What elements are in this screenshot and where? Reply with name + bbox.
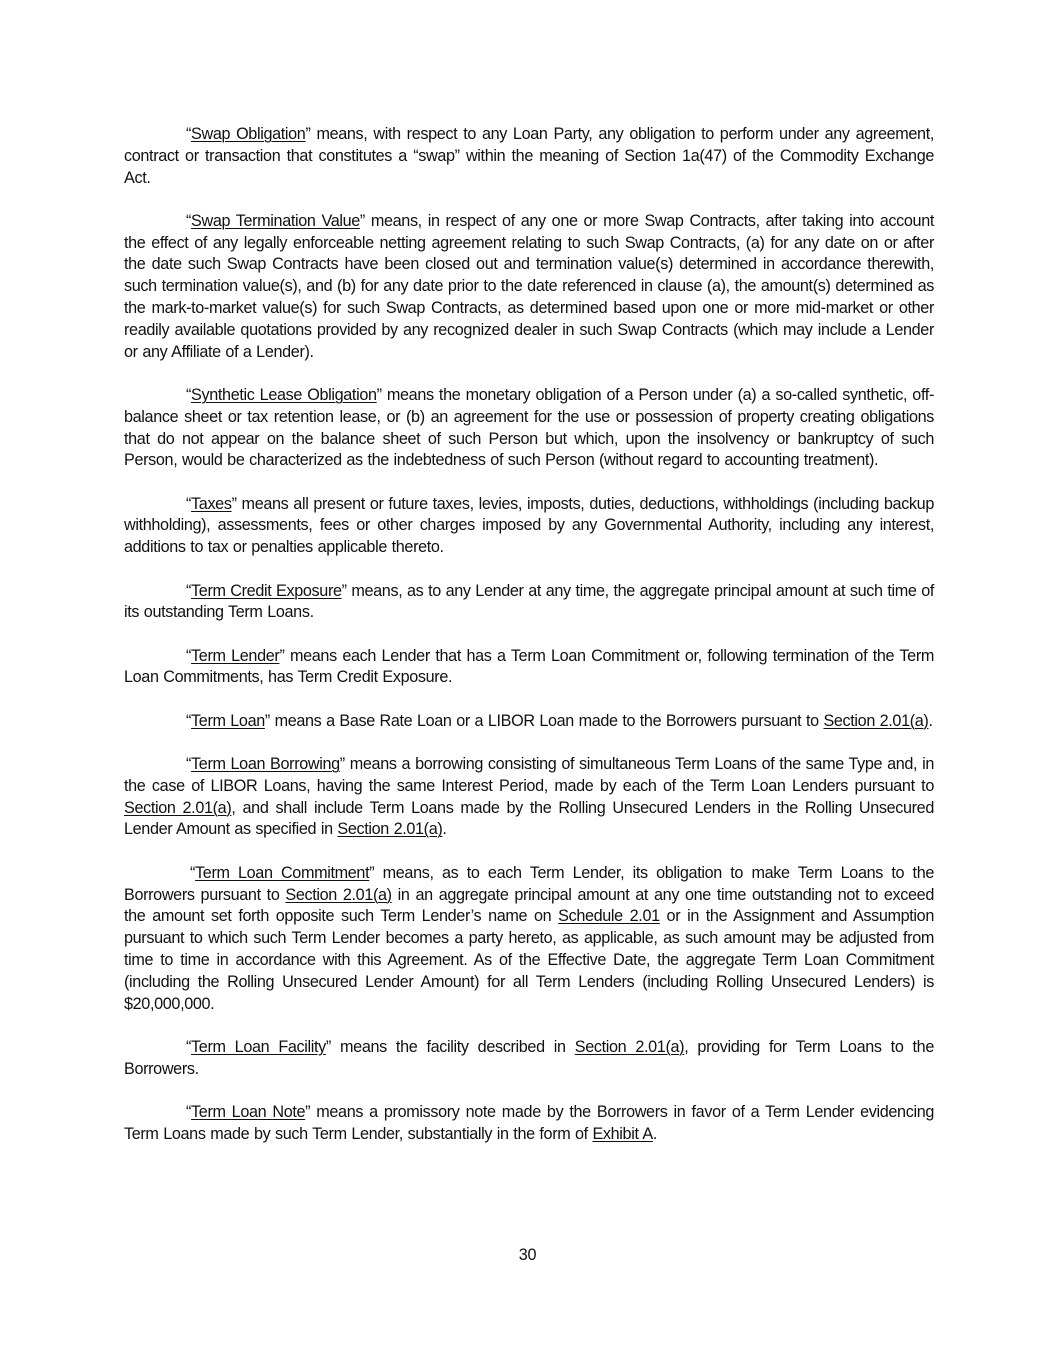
definition-term-credit-exposure [124,581,934,625]
open-quote: “ [186,646,192,665]
defined-term: Term Credit Exposure [191,581,342,600]
definition-swap-termination-value [124,211,934,364]
definition-synthetic-lease-obligation [124,385,934,472]
definition-text: means each Lender that has a Term Loan Commitment or, following termination of the Term Loan Commitments, has Term Credit Exposure. [124,646,934,687]
defined-term: Term Lender [191,646,280,665]
section-reference: Section 2.01(a) [574,1037,685,1056]
definition-term-loan-facility [124,1037,934,1081]
defined-term: Swap Termination Value [191,211,360,230]
close-quote: ” [325,1037,331,1056]
close-quote: ” [264,711,270,730]
defined-term: Term Loan Facility [191,1037,326,1056]
defined-term: Term Loan [191,711,265,730]
exhibit-reference: Exhibit A [592,1124,653,1143]
defined-term: Term Loan Commitment [195,863,370,882]
defined-term: Swap Obligation [191,125,306,143]
definition-text: or in the Assignment and Assumption pursuant to which such Term Lender becomes a party hereto, as applicable, as such amount may be adjusted from time to time in accordance with this Agreement. As of the Effective Date, the aggregate Term Loan Commitment (including the Rolling Unsecured Lender Amount) for all Term Lenders (including Rolling Unsecured Lenders) is $20,000,000. [124,907,934,1013]
section-reference: Section 2.01(a) [124,798,232,817]
definition-text: , providing for Term Loans to the Borrowers. [124,1037,934,1078]
close-quote: ” [279,646,285,665]
definition-taxes [124,494,934,559]
definition-term-lender [124,646,934,690]
close-quote: ” [376,385,382,404]
close-quote: ” [369,863,375,882]
defined-term: Term Loan Note [191,1102,306,1121]
schedule-reference: Schedule 2.01 [558,907,660,926]
close-quote: ” [305,125,311,143]
open-quote: “ [190,863,196,882]
close-quote: ” [305,1102,311,1121]
section-reference: Section 2.01(a) [285,885,392,904]
defined-term: Term Loan Borrowing [191,755,340,774]
close-quote: ” [341,581,347,600]
open-quote: “ [186,1037,192,1056]
document-page [124,124,934,1167]
close-quote: ” [359,211,365,230]
close-quote: ” [231,494,237,513]
definition-text: means, in respect of any one or more Swap Contracts, after taking into account the effect of any legally enforceable netting agreement relating to such Swap Contracts, (a) for any date on or after the date such Swap Contracts have been closed out and termination value(s) determined in accordance therewith, such termination value(s), and (b) for any date prior to the date referenced in clause (a), the amount(s) determined as the mark-to-market value(s) for such Swap Contracts, as determined based upon one or more mid-market or other readily available quotations provided by any recognized dealer in such Swap Contracts (which may include a Lender or any Affiliate of a Lender). [124,211,934,361]
definition-text: . [652,1124,657,1143]
section-reference: Section 2.01(a) [337,820,443,839]
definition-text: in an aggregate principal amount at any one time outstanding not to exceed the amount set forth opposite such Term Lender’s name on [124,885,934,926]
definition-swap-obligation [124,124,934,189]
open-quote: “ [186,494,192,513]
definition-term-loan-note [124,1102,934,1146]
definition-text: means, as to any Lender at any time, the aggregate principal amount at such time of its outstanding Term Loans. [124,581,934,622]
definition-text: means all present or future taxes, levies, imposts, duties, deductions, withholdings (including backup withholding), assessments, fees or other charges imposed by any Governmental Authority, including any interest, additions to tax or penalties applicable thereto. [124,494,934,557]
defined-term: Taxes [191,494,232,513]
open-quote: “ [186,581,192,600]
defined-term: Synthetic Lease Obligation [191,385,377,404]
definition-text: . [928,711,933,730]
definition-term-loan [124,711,934,733]
definition-text: means a promissory note made by the Borrowers in favor of a Term Lender evidencing Term Loans made by such Term Lender, substantially in the form of [124,1102,934,1143]
close-quote: ” [339,755,345,774]
definition-text: . [442,820,447,839]
definition-text: means the monetary obligation of a Person under (a) a so-called synthetic, off-balance sheet or tax retention lease, or (b) an agreement for the use or possession of property creating obligations that do not appear on the balance sheet of such Person but which, upon the insolvency or bankruptcy of such Person, would be characterized as the indebtedness of such Person (without regard to accounting treatment). [124,385,934,470]
definition-term-loan-commitment [124,863,934,1016]
open-quote: “ [186,125,192,143]
definition-text: means, with respect to any Loan Party, any obligation to perform under any agreement, contract or transaction that constitutes a “swap” within the meaning of Section 1a(47) of the Commodity Exchange Act. [124,125,934,187]
definition-text: means the facility described in [330,1037,575,1056]
definition-term-loan-borrowing [124,754,934,841]
open-quote: “ [186,1102,192,1121]
definition-text: , and shall include Term Loans made by the Rolling Unsecured Lenders in the Rolling Unsecured Lender Amount as specified in [124,798,934,839]
definition-text: means, as to each Term Lender, its obligation to make Term Loans to the Borrowers pursuant to [124,863,935,904]
page-number: 30 [518,1246,537,1264]
section-reference: Section 2.01(a) [823,711,929,730]
open-quote: “ [186,755,192,774]
open-quote: “ [186,385,192,404]
definition-text: means a Base Rate Loan or a LIBOR Loan made to the Borrowers pursuant to [269,711,824,730]
open-quote: “ [186,211,192,230]
open-quote: “ [186,711,192,730]
definition-text: means a borrowing consisting of simultaneous Term Loans of the same Type and, in the case of LIBOR Loans, having the same Interest Period, made by each of the Term Loan Lenders pursuant to [124,755,935,795]
